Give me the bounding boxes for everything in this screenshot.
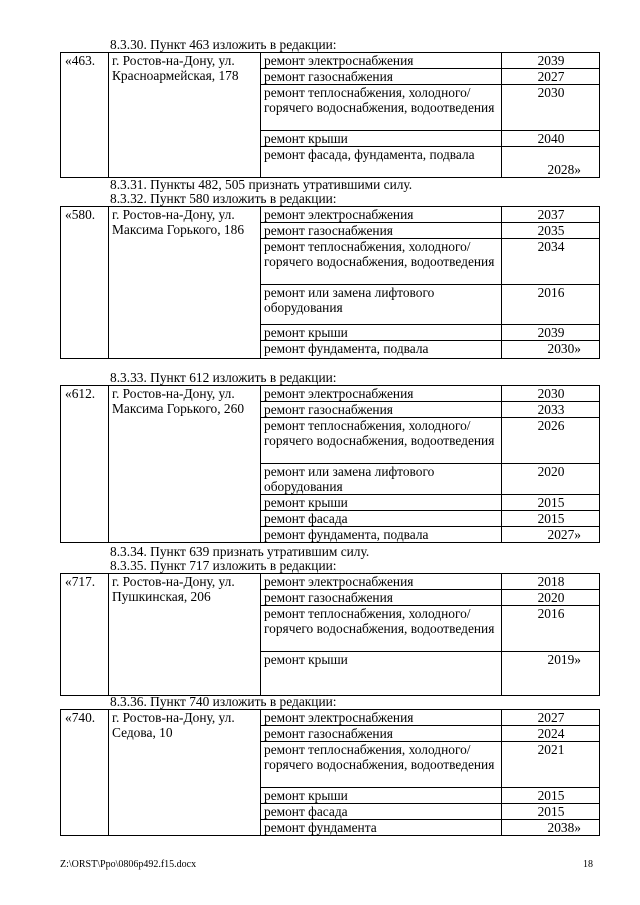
item-number: «612. bbox=[61, 386, 109, 543]
work-type: ремонт фасада, фундамента, подвала bbox=[261, 147, 502, 178]
address: г. Ростов-на-Дону, ул. Максима Горького, 260 bbox=[109, 386, 261, 543]
work-type: ремонт электроснабжения bbox=[261, 710, 502, 726]
table-row bbox=[61, 53, 600, 69]
work-type: ремонт электроснабжения bbox=[261, 574, 502, 590]
note-text: 8.3.31. Пункты 482, 505 признать утратившими силу. bbox=[110, 177, 413, 192]
year: 2015 bbox=[502, 511, 600, 527]
year: 2033 bbox=[502, 402, 600, 418]
work-type: ремонт крыши bbox=[261, 788, 502, 804]
year: 2015 bbox=[502, 804, 600, 820]
amendment-table bbox=[60, 709, 600, 836]
year: 2037 bbox=[502, 207, 600, 223]
year: 2030 bbox=[502, 85, 600, 131]
page-number: 18 bbox=[583, 859, 593, 870]
amendment-table bbox=[60, 573, 600, 696]
work-type: ремонт фасада bbox=[261, 511, 502, 527]
item-number: «580. bbox=[61, 207, 109, 359]
section-heading: 8.3.30. Пункт 463 изложить в редакции: bbox=[110, 37, 337, 52]
year: 2020 bbox=[502, 464, 600, 495]
amendment-table bbox=[60, 52, 600, 178]
work-type: ремонт электроснабжения bbox=[261, 53, 502, 69]
work-type: ремонт газоснабжения bbox=[261, 590, 502, 606]
work-type: ремонт газоснабжения bbox=[261, 402, 502, 418]
address: г. Ростов-на-Дону, ул. Седова, 10 bbox=[109, 710, 261, 836]
year: 2028» bbox=[502, 147, 600, 178]
section-heading: 8.3.32. Пункт 580 изложить в редакции: bbox=[110, 191, 337, 206]
year: 2035 bbox=[502, 223, 600, 239]
work-type: ремонт крыши bbox=[261, 495, 502, 511]
address: г. Ростов-на-Дону, ул. Красноармейская, 178 bbox=[109, 53, 261, 178]
year: 2020 bbox=[502, 590, 600, 606]
work-type: ремонт или замена лифтового оборудования bbox=[261, 464, 502, 495]
year: 2034 bbox=[502, 239, 600, 285]
year: 2016 bbox=[502, 606, 600, 652]
file-path: Z:\ORST\Ppo\0806p492.f15.docx bbox=[60, 859, 197, 870]
work-type: ремонт газоснабжения bbox=[261, 726, 502, 742]
work-type: ремонт или замена лифтового оборудования bbox=[261, 285, 502, 325]
year: 2039 bbox=[502, 325, 600, 341]
section-heading: 8.3.33. Пункт 612 изложить в редакции: bbox=[110, 370, 337, 385]
year: 2027 bbox=[502, 710, 600, 726]
year: 2015 bbox=[502, 495, 600, 511]
item-number: «717. bbox=[61, 574, 109, 696]
address: г. Ростов-на-Дону, ул. Максима Горького, 186 bbox=[109, 207, 261, 359]
section-heading: 8.3.36. Пункт 740 изложить в редакции: bbox=[110, 694, 337, 709]
year: 2021 bbox=[502, 742, 600, 788]
year: 2024 bbox=[502, 726, 600, 742]
item-number: «463. bbox=[61, 53, 109, 178]
work-type: ремонт теплоснабжения, холодного/горячего водоснабжения, водоотведения bbox=[261, 606, 502, 652]
work-type: ремонт электроснабжения bbox=[261, 386, 502, 402]
year: 2026 bbox=[502, 418, 600, 464]
year: 2016 bbox=[502, 285, 600, 325]
work-type: ремонт газоснабжения bbox=[261, 223, 502, 239]
table-row bbox=[61, 574, 600, 590]
year: 2018 bbox=[502, 574, 600, 590]
work-type: ремонт теплоснабжения, холодного/горячего водоснабжения, водоотведения bbox=[261, 239, 502, 285]
year: 2039 bbox=[502, 53, 600, 69]
work-type: ремонт фундамента, подвала bbox=[261, 341, 502, 359]
work-type: ремонт теплоснабжения, холодного/горячего водоснабжения, водоотведения bbox=[261, 742, 502, 788]
year: 2030 bbox=[502, 386, 600, 402]
amendment-table bbox=[60, 385, 600, 543]
item-number: «740. bbox=[61, 710, 109, 836]
year: 2027 bbox=[502, 69, 600, 85]
year: 2040 bbox=[502, 131, 600, 147]
work-type: ремонт теплоснабжения, холодного/горячего водоснабжения, водоотведения bbox=[261, 418, 502, 464]
table-row bbox=[61, 386, 600, 402]
year: 2030» bbox=[502, 341, 600, 359]
work-type: ремонт электроснабжения bbox=[261, 207, 502, 223]
year: 2019» bbox=[502, 652, 600, 696]
work-type: ремонт фундамента, подвала bbox=[261, 527, 502, 543]
work-type: ремонт теплоснабжения, холодного/горячего водоснабжения, водоотведения bbox=[261, 85, 502, 131]
work-type: ремонт крыши bbox=[261, 325, 502, 341]
work-type: ремонт крыши bbox=[261, 652, 502, 696]
year: 2015 bbox=[502, 788, 600, 804]
note-text: 8.3.34. Пункт 639 признать утратившим силу. bbox=[110, 544, 370, 559]
year: 2038» bbox=[502, 820, 600, 836]
section-heading: 8.3.35. Пункт 717 изложить в редакции: bbox=[110, 558, 337, 573]
year: 2027» bbox=[502, 527, 600, 543]
work-type: ремонт крыши bbox=[261, 131, 502, 147]
table-row bbox=[61, 207, 600, 223]
work-type: ремонт фасада bbox=[261, 804, 502, 820]
work-type: ремонт газоснабжения bbox=[261, 69, 502, 85]
work-type: ремонт фундамента bbox=[261, 820, 502, 836]
amendment-table bbox=[60, 206, 600, 359]
address: г. Ростов-на-Дону, ул. Пушкинская, 206 bbox=[109, 574, 261, 696]
table-row bbox=[61, 710, 600, 726]
